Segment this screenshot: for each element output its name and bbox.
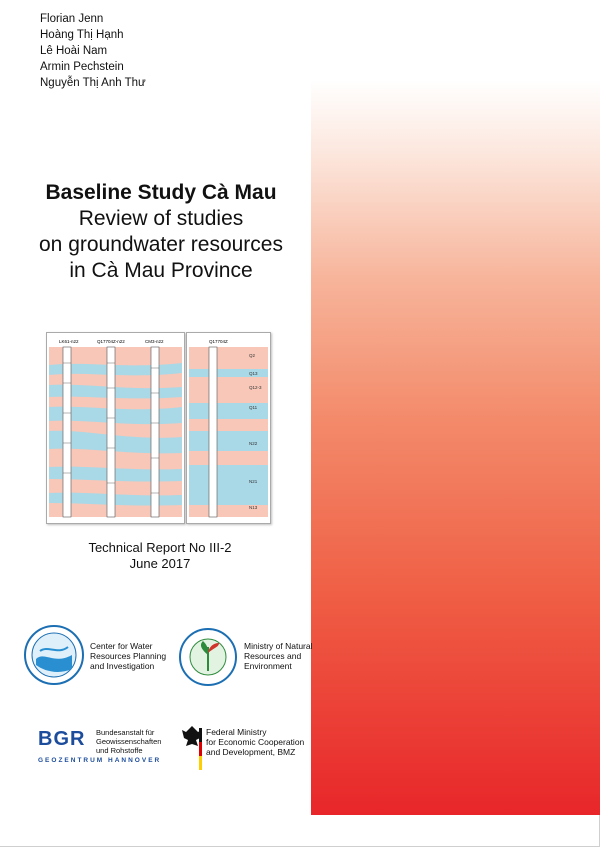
cross-section-graphic (47, 333, 184, 523)
well-label: Q17704Z-n22 (97, 339, 125, 344)
author: Hoàng Thị Hạnh (40, 29, 124, 41)
layer-label: N21 (249, 479, 258, 484)
bmz-logo (180, 724, 204, 777)
report-number: Technical Report No III-2 (88, 540, 232, 555)
monre-line: Resources and (244, 651, 302, 661)
cross-section-figure (46, 332, 185, 524)
well-label: LK61-n22 (59, 339, 79, 344)
bmz-name (206, 727, 304, 757)
cwrpi-line: Resources Planning (90, 651, 167, 661)
bgr-line: Geowissenschaften (96, 737, 162, 746)
cwrpi-name (90, 641, 166, 671)
title-main: Baseline Study Cà Mau (45, 181, 277, 204)
cross-section-graphic-right (187, 333, 270, 523)
bgr-name (96, 728, 161, 755)
layer-label: N13 (249, 505, 258, 510)
title-block (0, 180, 322, 284)
federal-eagle-icon (180, 724, 204, 772)
layer-label: Q11 (249, 405, 258, 410)
bmz-line: and Development, BMZ (206, 747, 296, 757)
cwrpi-logo (24, 625, 84, 690)
title-line: on groundwater resources (39, 233, 283, 256)
cwrpi-emblem-icon (24, 625, 84, 685)
author: Armin Pechstein (40, 61, 124, 73)
monre-emblem-icon (177, 627, 239, 687)
red-gradient-band (311, 0, 600, 815)
layer-label: N22 (249, 441, 258, 446)
bgr-line: Bundesanstalt für (96, 728, 155, 737)
title-line: Review of studies (78, 207, 244, 230)
well-label: Q17704Z (209, 339, 228, 344)
report-info (70, 540, 250, 572)
monre-line: Ministry of Natural (244, 641, 313, 651)
monre-logo (177, 627, 239, 692)
bmz-line: Federal Ministry (206, 727, 267, 737)
bgr-logo: BGR (38, 728, 86, 750)
cross-section-figure-right (186, 332, 271, 524)
title-line: in Cà Mau Province (69, 259, 253, 282)
author-list (40, 11, 146, 91)
layer-label: Q2 (249, 353, 256, 358)
cwrpi-line: and Investigation (90, 661, 155, 671)
layer-label: Q13 (249, 371, 258, 376)
author: Lê Hoài Nam (40, 45, 108, 57)
author: Florian Jenn (40, 13, 104, 25)
author: Nguyễn Thị Anh Thư (40, 77, 146, 89)
cwrpi-line: Center for Water (90, 641, 153, 651)
monre-name (244, 641, 313, 671)
report-date: June 2017 (129, 556, 191, 571)
bgr-line: und Rohstoffe (96, 746, 143, 755)
bmz-line: for Economic Cooperation (206, 737, 305, 747)
layer-label: Q12-3 (249, 385, 262, 390)
well-label: CM3-n22 (145, 339, 164, 344)
bgr-tagline: GEOZENTRUM HANNOVER (38, 757, 162, 764)
monre-line: Environment (244, 661, 292, 671)
